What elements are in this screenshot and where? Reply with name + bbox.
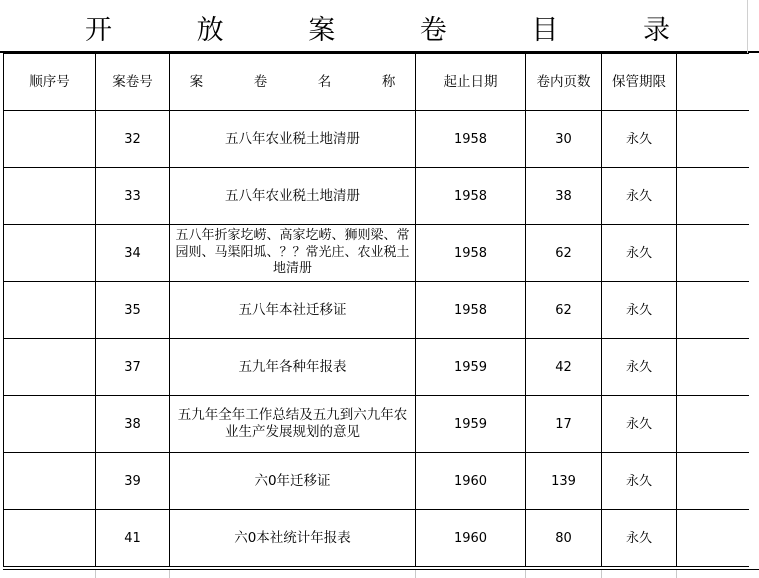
cell-seq[interactable] [4, 453, 96, 510]
table-row [4, 396, 749, 453]
cell-retention[interactable]: 永久 [602, 339, 677, 396]
cell-empty[interactable] [677, 453, 749, 510]
table-row [4, 225, 749, 282]
cell-empty[interactable] [677, 168, 749, 225]
header-retention[interactable]: 保管期限 [602, 54, 677, 111]
cell-retention[interactable]: 永久 [602, 510, 677, 567]
cell-empty[interactable] [677, 225, 749, 282]
cell-seq[interactable] [4, 168, 96, 225]
cell-file-no[interactable]: 37 [96, 339, 170, 396]
cell-seq[interactable] [4, 396, 96, 453]
cell-dates[interactable]: 1958 [416, 168, 526, 225]
cell-name[interactable]: 五八年折家圪崂、高家圪崂、狮则梁、常园则、马渠阳坬、？？常光庄、农业税土地清册 [170, 225, 416, 282]
cell-name[interactable]: 五九年各种年报表 [170, 339, 416, 396]
cell-pages[interactable]: 80 [526, 510, 602, 567]
cell-name[interactable]: 六0本社统计年报表 [170, 510, 416, 567]
cell-name[interactable]: 五八年农业税土地清册 [170, 111, 416, 168]
cell-seq[interactable] [4, 339, 96, 396]
cell-pages[interactable]: 38 [526, 168, 602, 225]
catalog-table [3, 53, 749, 567]
cell-seq[interactable] [4, 225, 96, 282]
cell-dates[interactable]: 1959 [416, 396, 526, 453]
cell-seq[interactable] [4, 111, 96, 168]
header-pages[interactable]: 卷内页数 [526, 54, 602, 111]
cell-file-no[interactable]: 41 [96, 510, 170, 567]
cell-empty[interactable] [677, 282, 749, 339]
cell-seq[interactable] [4, 510, 96, 567]
cell-retention[interactable]: 永久 [602, 282, 677, 339]
cell-retention[interactable]: 永久 [602, 396, 677, 453]
cell-dates[interactable]: 1958 [416, 282, 526, 339]
cell-name[interactable]: 五八年本社迁移证 [170, 282, 416, 339]
cell-dates[interactable]: 1960 [416, 510, 526, 567]
header-empty[interactable] [677, 54, 749, 111]
cell-pages[interactable]: 62 [526, 225, 602, 282]
cell-dates[interactable]: 1959 [416, 339, 526, 396]
cell-dates[interactable]: 1958 [416, 111, 526, 168]
cell-dates[interactable]: 1958 [416, 225, 526, 282]
table-row [4, 168, 749, 225]
header-dates[interactable]: 起止日期 [416, 54, 526, 111]
cell-pages[interactable]: 42 [526, 339, 602, 396]
cell-empty[interactable] [677, 510, 749, 567]
gridline [747, 0, 748, 53]
table-row [4, 111, 749, 168]
cell-file-no[interactable]: 39 [96, 453, 170, 510]
cell-retention[interactable]: 永久 [602, 111, 677, 168]
cell-file-no[interactable]: 33 [96, 168, 170, 225]
title-row [0, 0, 759, 53]
cell-empty[interactable] [677, 339, 749, 396]
cell-name[interactable]: 五八年农业税土地清册 [170, 168, 416, 225]
cell-file-no[interactable]: 32 [96, 111, 170, 168]
cell-empty[interactable] [677, 396, 749, 453]
cell-seq[interactable] [4, 282, 96, 339]
cell-file-no[interactable]: 38 [96, 396, 170, 453]
table-row [4, 453, 749, 510]
cell-pages[interactable]: 30 [526, 111, 602, 168]
page-title: 开 放 案 卷 目 录 [85, 15, 708, 46]
cell-retention[interactable]: 永久 [602, 168, 677, 225]
header-seq[interactable]: 顺序号 [4, 54, 96, 111]
header-name[interactable]: 案 卷 名 称 [170, 54, 416, 111]
cell-file-no[interactable]: 34 [96, 225, 170, 282]
cell-pages[interactable]: 62 [526, 282, 602, 339]
cell-name[interactable]: 五九年全年工作总结及五九到六九年农业生产发展规划的意见 [170, 396, 416, 453]
cell-empty[interactable] [677, 111, 749, 168]
table-row [4, 339, 749, 396]
cell-dates[interactable]: 1960 [416, 453, 526, 510]
header-row [4, 54, 749, 111]
table-row [4, 510, 749, 567]
cell-file-no[interactable]: 35 [96, 282, 170, 339]
header-file-no[interactable]: 案卷号 [96, 54, 170, 111]
cell-name[interactable]: 六0年迁移证 [170, 453, 416, 510]
cell-retention[interactable]: 永久 [602, 453, 677, 510]
cell-pages[interactable]: 17 [526, 396, 602, 453]
cell-pages[interactable]: 139 [526, 453, 602, 510]
table-row [4, 282, 749, 339]
cell-retention[interactable]: 永久 [602, 225, 677, 282]
